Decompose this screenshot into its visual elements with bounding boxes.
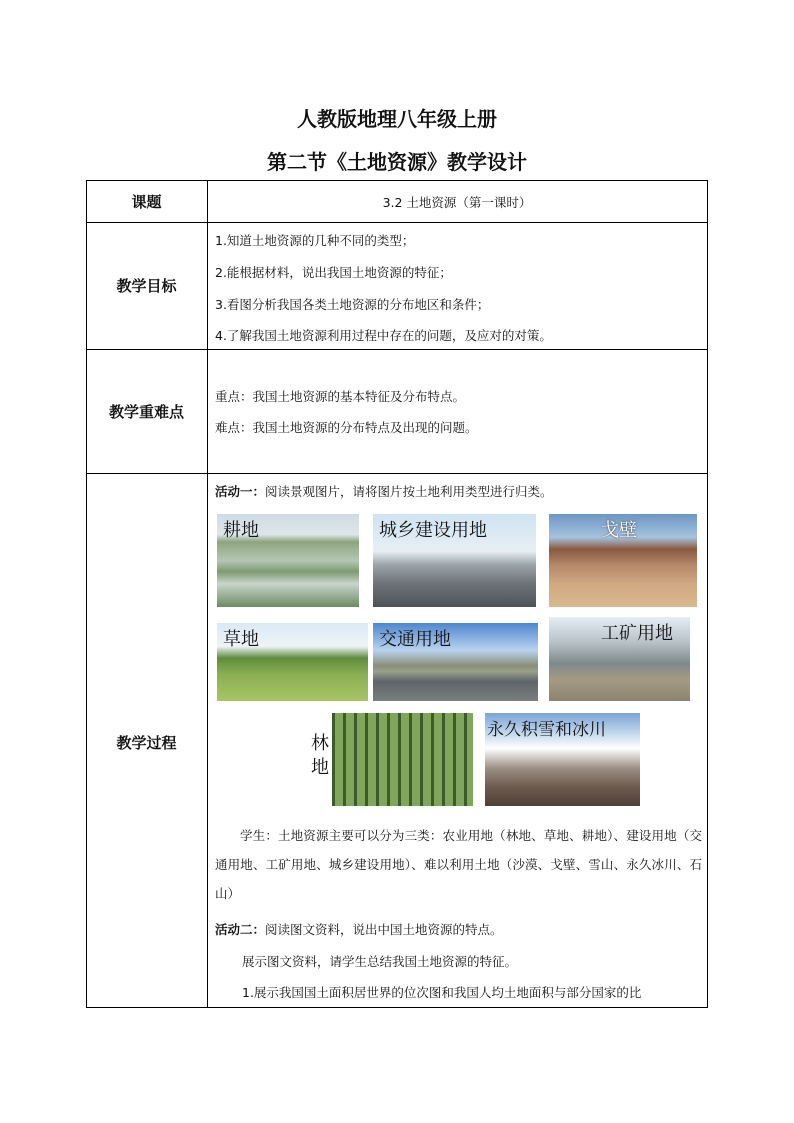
activity-two-title: 活动二： (215, 922, 266, 937)
row-label-topic: 课题 (131, 193, 162, 211)
glacier-photo (485, 713, 640, 806)
transport-land-photo (373, 623, 538, 701)
row-label-key-points: 教学重难点 (108, 403, 184, 421)
table-border-left (86, 180, 87, 1008)
activity-one-title: 活动一： (215, 484, 266, 499)
document-title: 人教版地理八年级上册 (297, 107, 497, 131)
lesson-plan-table (86, 180, 708, 1008)
difficult-point: 难点：我国土地资源的分布特点及出现的问题。 (215, 420, 478, 435)
farmland-caption: 耕地 (223, 520, 259, 541)
material-item-one: 1.展示我国国土面积居世界的位次图和我国人均土地面积与部分国家的比 (242, 985, 642, 1000)
activity-one (215, 482, 553, 500)
student-answer: 学生：土地资源主要可以分为三类：农业用地（林地、草地、耕地）、建设用地（交通用地、工矿用地、城乡建设用地）、难以利用土地（沙漠、戈壁、雪山、永久冰川、石山） (215, 828, 702, 901)
glacier-caption: 永久积雪和冰川 (487, 720, 606, 740)
grassland-photo (217, 623, 368, 701)
document-subtitle: 第二节《土地资源》教学设计 (267, 150, 527, 174)
table-border-right (707, 180, 708, 1008)
table-border-top (86, 180, 708, 181)
objective-item: 1.知道土地资源的几种不同的类型； (215, 233, 415, 248)
gobi-caption: 戈壁 (601, 520, 637, 541)
row-divider (86, 349, 708, 350)
row-label-process: 教学过程 (116, 734, 177, 752)
transport-land-caption: 交通用地 (379, 629, 451, 650)
activity-one-text: 阅读景观图片，请将图片按土地利用类型进行归类。 (265, 484, 553, 499)
row-divider (86, 473, 708, 474)
farmland-photo (217, 514, 359, 607)
row-label-objectives: 教学目标 (116, 277, 177, 295)
row-divider (86, 222, 708, 223)
key-point: 重点：我国土地资源的基本特征及分布特点。 (215, 389, 466, 404)
grassland-caption: 草地 (223, 629, 259, 650)
forest-photo (332, 713, 473, 806)
table-border-bottom (86, 1007, 708, 1008)
objective-item: 3.看图分析我国各类土地资源的分布地区和条件； (215, 297, 490, 312)
lesson-topic: 3.2 土地资源（第一课时） (382, 195, 532, 210)
mining-land-photo (549, 617, 690, 701)
mining-land-caption: 工矿用地 (601, 623, 673, 644)
objective-item: 2.能根据材料，说出我国土地资源的特征； (215, 265, 452, 280)
show-materials-text: 展示图文资料，请学生总结我国土地资源的特征。 (242, 954, 518, 969)
forest-caption: 林地 (311, 733, 329, 778)
urban-construction-photo (373, 514, 536, 607)
urban-construction-caption: 城乡建设用地 (379, 520, 487, 541)
activity-two (215, 920, 503, 938)
activity-two-text: 阅读图文资料，说出中国土地资源的特点。 (265, 922, 503, 937)
column-divider (207, 180, 208, 1008)
objective-item: 4.了解我国土地资源利用过程中存在的问题，及应对的对策。 (215, 328, 552, 343)
gobi-photo (549, 514, 697, 607)
